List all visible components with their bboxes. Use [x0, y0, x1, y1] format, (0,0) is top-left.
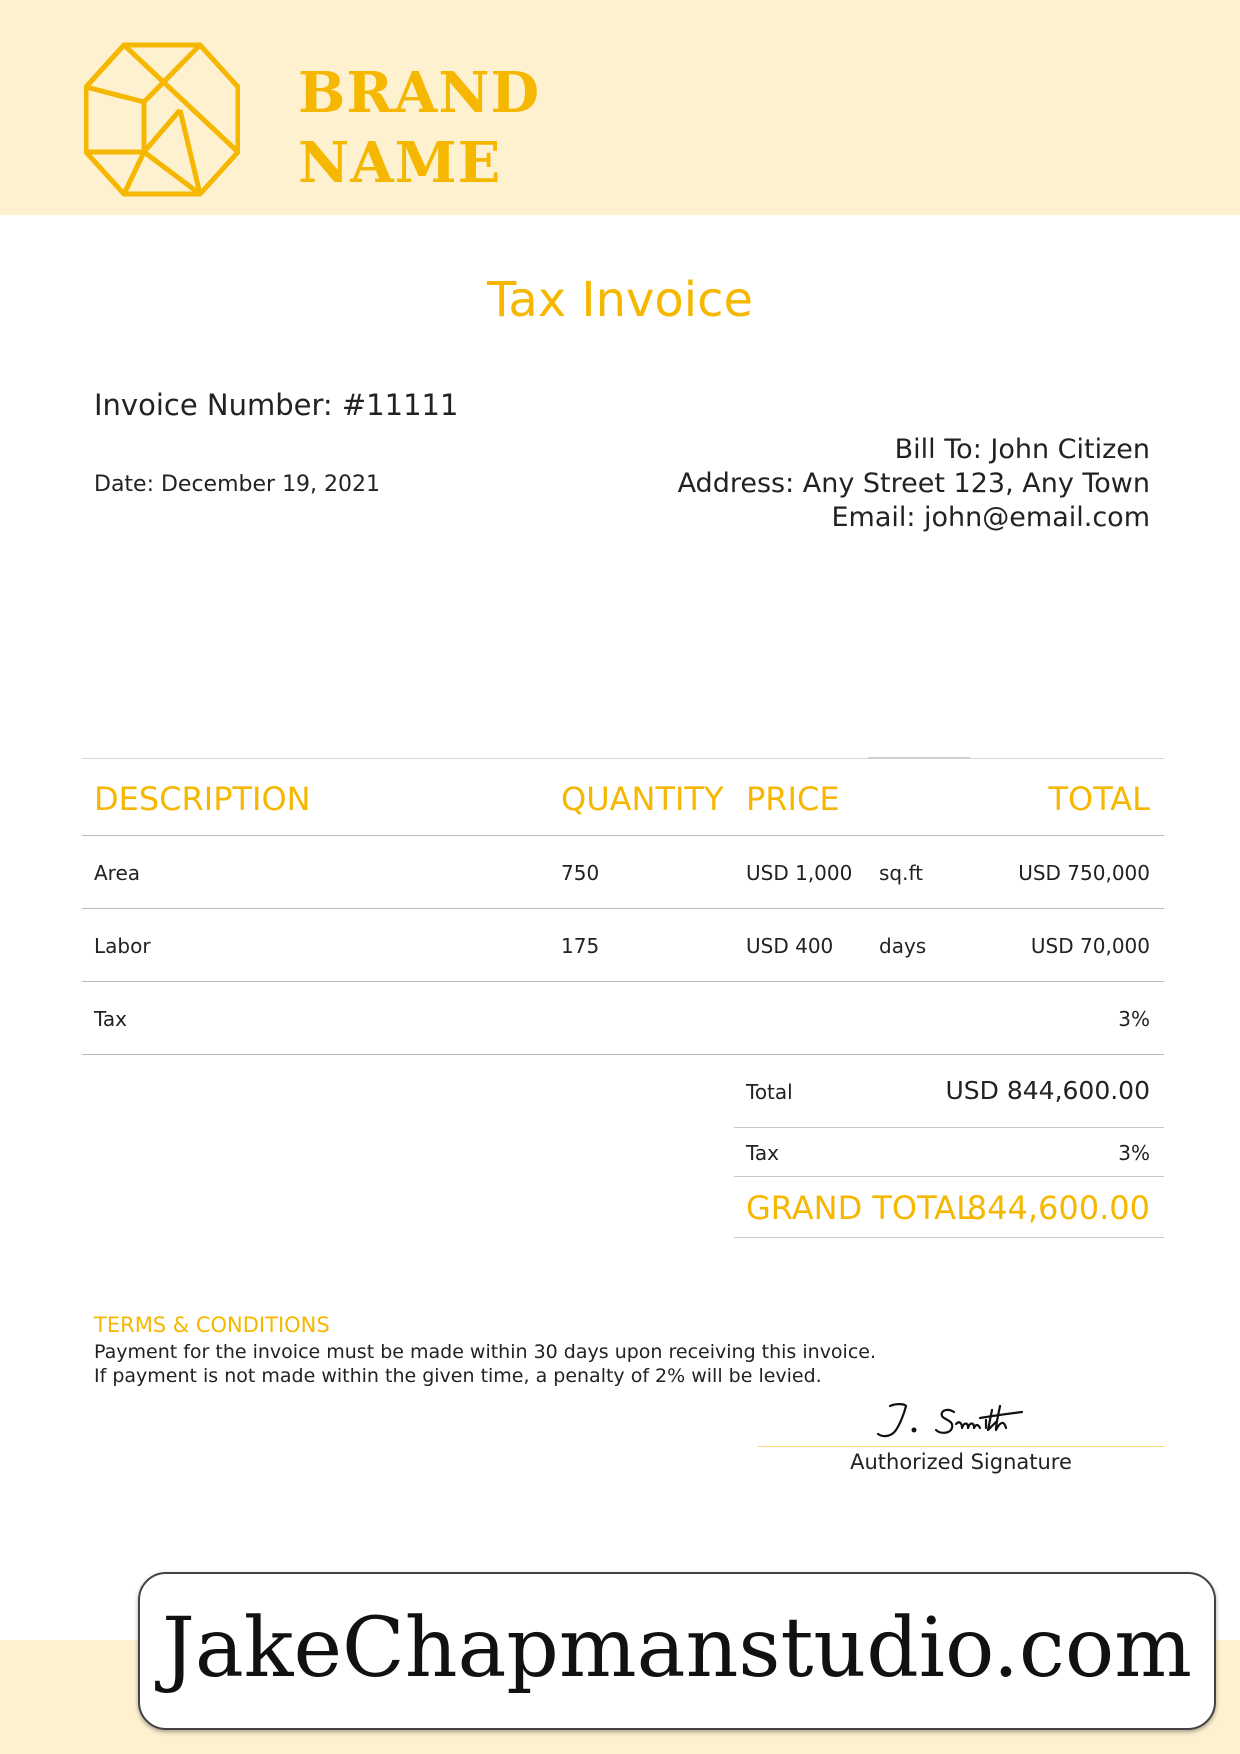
row-price: USD 1,000	[746, 861, 853, 885]
row-description: Area	[94, 861, 141, 885]
bill-to-email: Email: john@email.com	[831, 502, 1150, 533]
brand-line-2: NAME	[298, 130, 502, 196]
summary-total-value: USD 844,600.00	[945, 1076, 1150, 1105]
row-total: 3%	[1118, 1007, 1150, 1031]
column-header-price: PRICE	[746, 780, 840, 818]
bill-to-address: Address: Any Street 123, Any Town	[677, 468, 1150, 499]
signature-label: Authorized Signature	[850, 1450, 1072, 1474]
column-header-description: DESCRIPTION	[94, 780, 311, 818]
row-quantity: 175	[561, 934, 600, 958]
bill-to-block	[678, 433, 1150, 535]
summary-divider	[734, 1176, 1164, 1177]
terms-line-1: Payment for the invoice must be made within 30 days upon receiving this invoice.	[94, 1341, 877, 1363]
summary-divider	[734, 1237, 1164, 1238]
row-description: Tax	[94, 1007, 127, 1031]
terms-line-2: If payment is not made within the given time, a penalty of 2% will be levied.	[94, 1365, 822, 1387]
table-top-accent	[868, 757, 970, 759]
grand-total-value: 844,600.00	[966, 1189, 1150, 1227]
summary-tax-value: 3%	[1118, 1141, 1150, 1165]
invoice-date: Date: December 19, 2021	[94, 472, 381, 497]
brand-line-1: BRAND	[298, 60, 541, 126]
brand-name	[298, 58, 540, 198]
summary-tax-label: Tax	[746, 1141, 779, 1165]
cube-outline-icon	[84, 42, 240, 198]
bill-to-name: Bill To: John Citizen	[894, 434, 1150, 465]
terms-heading: TERMS & CONDITIONS	[94, 1313, 330, 1337]
row-divider	[82, 981, 1164, 982]
row-total: USD 750,000	[1018, 861, 1150, 885]
row-unit: days	[879, 934, 927, 958]
summary-divider	[734, 1127, 1164, 1128]
column-header-quantity: QUANTITY	[561, 780, 724, 818]
table-top-divider	[82, 758, 1164, 759]
column-header-total: TOTAL	[1048, 780, 1150, 818]
row-unit: sq.ft	[879, 861, 924, 885]
watermark-text: JakeChapmanstudio.com	[162, 1601, 1192, 1696]
header-divider	[82, 835, 1164, 836]
grand-total-label: GRAND TOTAL	[746, 1189, 974, 1227]
page-title: Tax Invoice	[486, 272, 754, 328]
summary-total-label: Total	[746, 1080, 793, 1104]
row-description: Labor	[94, 934, 151, 958]
row-divider	[82, 908, 1164, 909]
row-price: USD 400	[746, 934, 834, 958]
signature-line	[758, 1446, 1164, 1447]
handwritten-signature	[870, 1398, 1030, 1444]
terms-text	[94, 1340, 876, 1388]
invoice-number: Invoice Number: #11111	[94, 388, 459, 422]
row-total: USD 70,000	[1030, 934, 1150, 958]
table-bottom-divider	[82, 1054, 1164, 1055]
row-quantity: 750	[561, 861, 600, 885]
